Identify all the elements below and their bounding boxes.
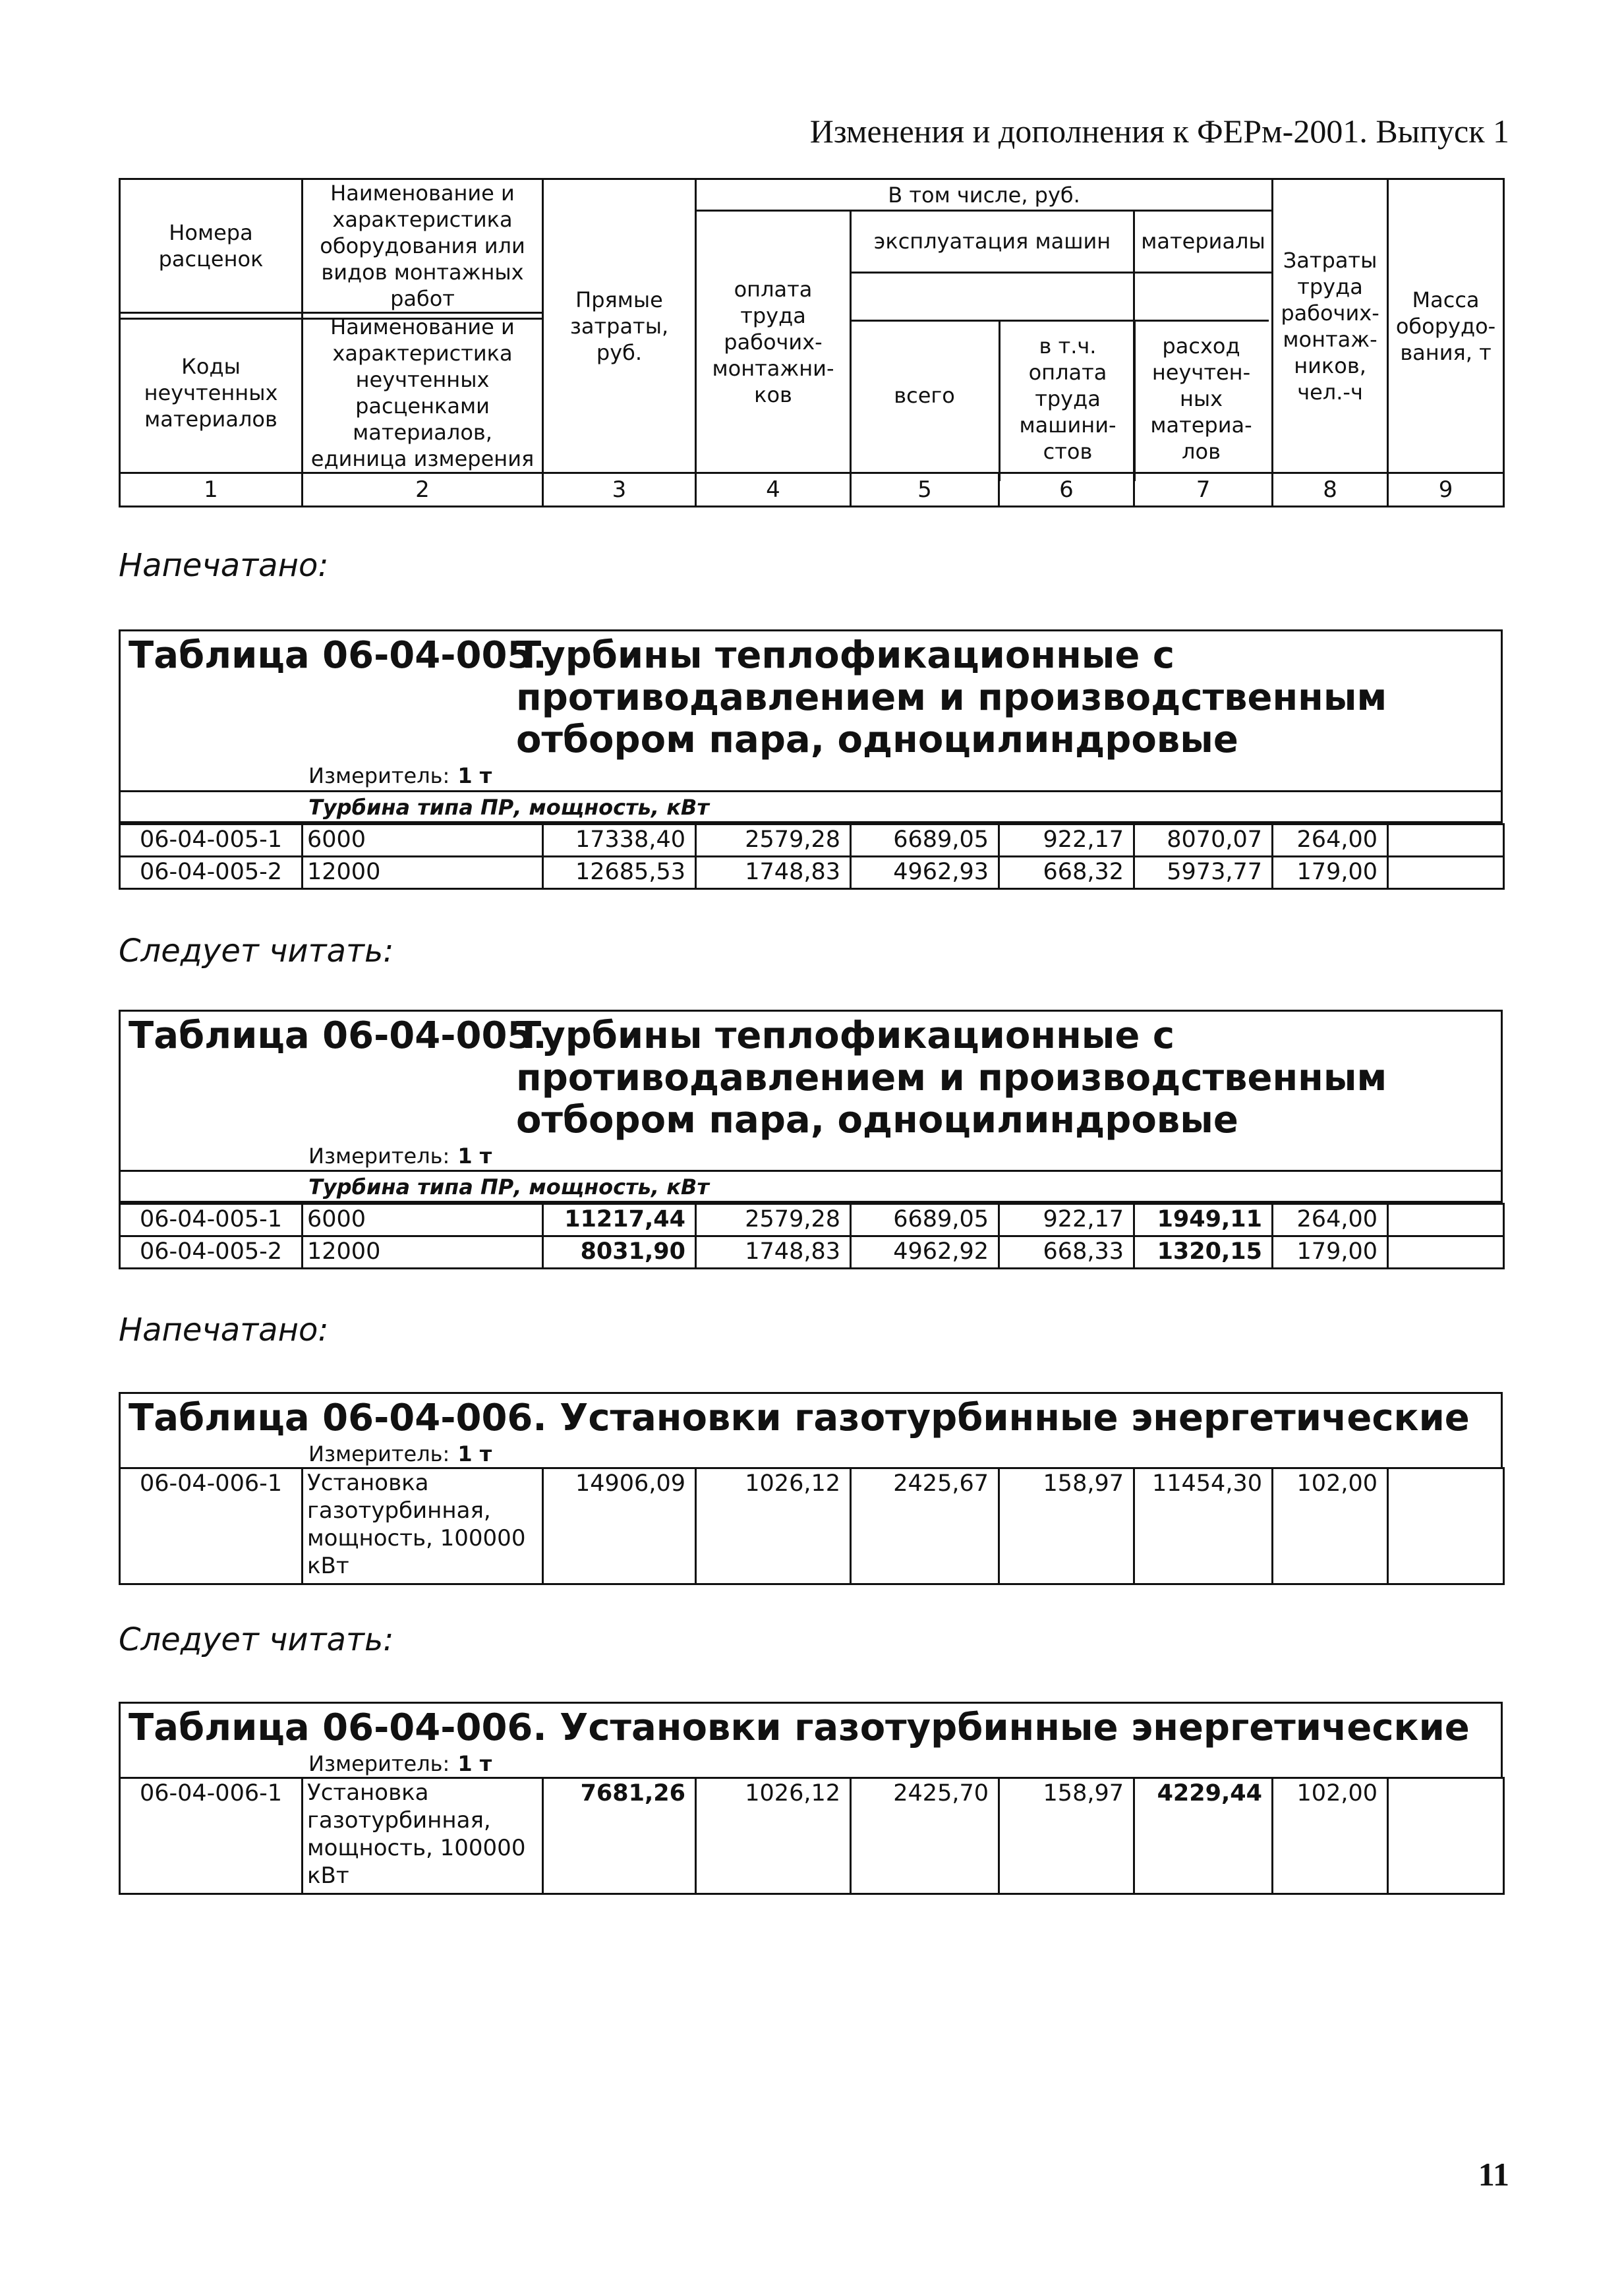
table-title-line: Турбины теплофикационные с — [516, 1014, 1175, 1057]
table-row — [120, 857, 1504, 889]
labor-pay: 1026,12 — [696, 1468, 851, 1584]
table-title-prefix: Таблица 06-04-005. — [129, 634, 547, 677]
labor-hours: 179,00 — [1273, 1236, 1388, 1269]
header-col-number: 8 — [1273, 473, 1388, 507]
header-driver-pay: в т.ч. оплата труда машини-стов — [1019, 333, 1116, 464]
header-including: В том числе, руб. — [696, 179, 1273, 211]
rate-code: 06-04-005-1 — [120, 824, 303, 857]
rate-name: 6000 — [303, 824, 543, 857]
measure-value: 1 т — [457, 1751, 492, 1776]
header-machines: эксплуатация машин — [851, 211, 1134, 273]
header-material-name: Наименование и характеристика неучтенных расценками материалов, единица измерения — [303, 313, 543, 473]
header-col-number: 6 — [999, 473, 1134, 507]
measure-label: Измеритель: — [308, 763, 450, 788]
rate-code: 06-04-005-1 — [120, 1204, 303, 1236]
section-label: Следует читать: — [119, 933, 394, 969]
table-title-line: отбором пара, одноцилиндровые — [516, 1099, 1238, 1142]
rate-code: 06-04-005-2 — [120, 1236, 303, 1269]
labor-pay: 2579,28 — [696, 1204, 851, 1236]
header-machines-total: всего — [894, 383, 955, 408]
driver-pay: 668,33 — [999, 1236, 1134, 1269]
direct-costs: 17338,40 — [543, 824, 696, 857]
header-col-number: 3 — [543, 473, 696, 507]
materials: 1949,11 — [1134, 1204, 1273, 1236]
turbine-type-label: Турбина типа ПР, мощность, кВт — [308, 1174, 709, 1200]
page-number: 11 — [1478, 2156, 1509, 2193]
table-title-line: противодавлением и производственным — [516, 676, 1387, 719]
measure-label: Измеритель: — [308, 1751, 450, 1776]
driver-pay: 158,97 — [999, 1468, 1134, 1584]
machines-total: 4962,92 — [851, 1236, 999, 1269]
turbine-type-row — [119, 790, 1503, 823]
labor-hours: 102,00 — [1273, 1468, 1388, 1584]
table-title-block — [119, 1010, 1503, 1172]
labor-hours: 264,00 — [1273, 1204, 1388, 1236]
direct-costs: 8031,90 — [543, 1236, 696, 1269]
header-labor-pay: оплата труда рабочих-монтажни-ков — [696, 211, 851, 473]
table-title-block — [119, 1392, 1503, 1469]
rate-name: Установка газотурбинная, мощность, 100000 кВт — [303, 1778, 543, 1894]
column-header-table — [119, 178, 1505, 507]
section-label: Напечатано: — [119, 1312, 329, 1348]
materials: 4229,44 — [1134, 1778, 1273, 1894]
header-col-number: 2 — [303, 473, 543, 507]
table-title-line: отбором пара, одноцилиндровые — [516, 718, 1238, 761]
turbine-type-row — [119, 1170, 1503, 1203]
driver-pay: 922,17 — [999, 824, 1134, 857]
rate-name: 6000 — [303, 1204, 543, 1236]
table-row — [120, 1236, 1504, 1269]
turbine-type-label: Турбина типа ПР, мощность, кВт — [308, 795, 709, 820]
table-title: Таблица 06-04-006. Установки газотурбинные энергетические — [129, 1706, 1470, 1749]
table-row — [120, 1778, 1504, 1894]
rates-table — [119, 1777, 1505, 1895]
driver-pay: 922,17 — [999, 1204, 1134, 1236]
header-direct-costs: Прямые затраты, руб. — [543, 179, 696, 473]
header-equipment-mass: Масса оборудо-вания, т — [1388, 179, 1504, 473]
header-col-number: 9 — [1388, 473, 1504, 507]
table-row — [120, 824, 1504, 857]
header-col-number: 4 — [696, 473, 851, 507]
rate-name: 12000 — [303, 857, 543, 889]
materials: 5973,77 — [1134, 857, 1273, 889]
table-title-block — [119, 629, 1503, 792]
table-title: Таблица 06-04-006. Установки газотурбинные энергетические — [129, 1397, 1470, 1439]
labor-hours: 179,00 — [1273, 857, 1388, 889]
materials: 8070,07 — [1134, 824, 1273, 857]
rate-name: Установка газотурбинная, мощность, 100000 кВт — [303, 1468, 543, 1584]
measure-label: Измеритель: — [308, 1441, 450, 1466]
rate-code: 06-04-005-2 — [120, 857, 303, 889]
equipment-mass — [1388, 1204, 1504, 1236]
measure-value: 1 т — [457, 1143, 492, 1169]
driver-pay: 158,97 — [999, 1778, 1134, 1894]
machines-total: 2425,70 — [851, 1778, 999, 1894]
table-title-line: Турбины теплофикационные с — [516, 634, 1175, 677]
header-material-consumption: расход неучтен-ных материа-лов — [1150, 333, 1252, 464]
rate-code: 06-04-006-1 — [120, 1778, 303, 1894]
materials: 1320,15 — [1134, 1236, 1273, 1269]
direct-costs: 12685,53 — [543, 857, 696, 889]
header-material-codes: Коды неучтенных материалов — [120, 313, 303, 473]
equipment-mass — [1388, 1468, 1504, 1584]
materials: 11454,30 — [1134, 1468, 1273, 1584]
rates-table — [119, 1203, 1505, 1269]
equipment-mass — [1388, 1236, 1504, 1269]
table-title-block — [119, 1702, 1503, 1779]
measure-value: 1 т — [457, 763, 492, 788]
header-materials: материалы — [1134, 211, 1273, 273]
direct-costs: 14906,09 — [543, 1468, 696, 1584]
measure-value: 1 т — [457, 1441, 492, 1466]
machines-total: 2425,67 — [851, 1468, 999, 1584]
header-rate-numbers: Номера расценок — [120, 179, 303, 313]
machines-total: 6689,05 — [851, 1204, 999, 1236]
table-row — [120, 1468, 1504, 1584]
rate-code: 06-04-006-1 — [120, 1468, 303, 1584]
table-title-prefix: Таблица 06-04-005. — [129, 1014, 547, 1057]
direct-costs: 7681,26 — [543, 1778, 696, 1894]
section-label: Следует читать: — [119, 1621, 394, 1658]
equipment-mass — [1388, 1778, 1504, 1894]
measure-label: Измеритель: — [308, 1143, 450, 1169]
rate-name: 12000 — [303, 1236, 543, 1269]
rates-table — [119, 823, 1505, 890]
labor-pay: 1748,83 — [696, 1236, 851, 1269]
rates-table — [119, 1467, 1505, 1585]
labor-hours: 102,00 — [1273, 1778, 1388, 1894]
labor-hours: 264,00 — [1273, 824, 1388, 857]
machines-total: 6689,05 — [851, 824, 999, 857]
header-col-number: 1 — [120, 473, 303, 507]
labor-pay: 1748,83 — [696, 857, 851, 889]
driver-pay: 668,32 — [999, 857, 1134, 889]
header-work-name: Наименование и характеристика оборудования или видов монтажных работ — [303, 179, 543, 313]
header-col-number: 7 — [1134, 473, 1273, 507]
table-title-line: противодавлением и производственным — [516, 1056, 1387, 1099]
table-row — [120, 1204, 1504, 1236]
section-label: Напечатано: — [119, 547, 329, 584]
equipment-mass — [1388, 824, 1504, 857]
equipment-mass — [1388, 857, 1504, 889]
labor-pay: 2579,28 — [696, 824, 851, 857]
header-col-number: 5 — [851, 473, 999, 507]
header-labor-hours: Затраты труда рабочих-монтаж-ников, чел.-ч — [1273, 179, 1388, 473]
labor-pay: 1026,12 — [696, 1778, 851, 1894]
direct-costs: 11217,44 — [543, 1204, 696, 1236]
machines-total: 4962,93 — [851, 857, 999, 889]
document-header: Изменения и дополнения к ФЕРм-2001. Выпуск 1 — [809, 113, 1509, 150]
